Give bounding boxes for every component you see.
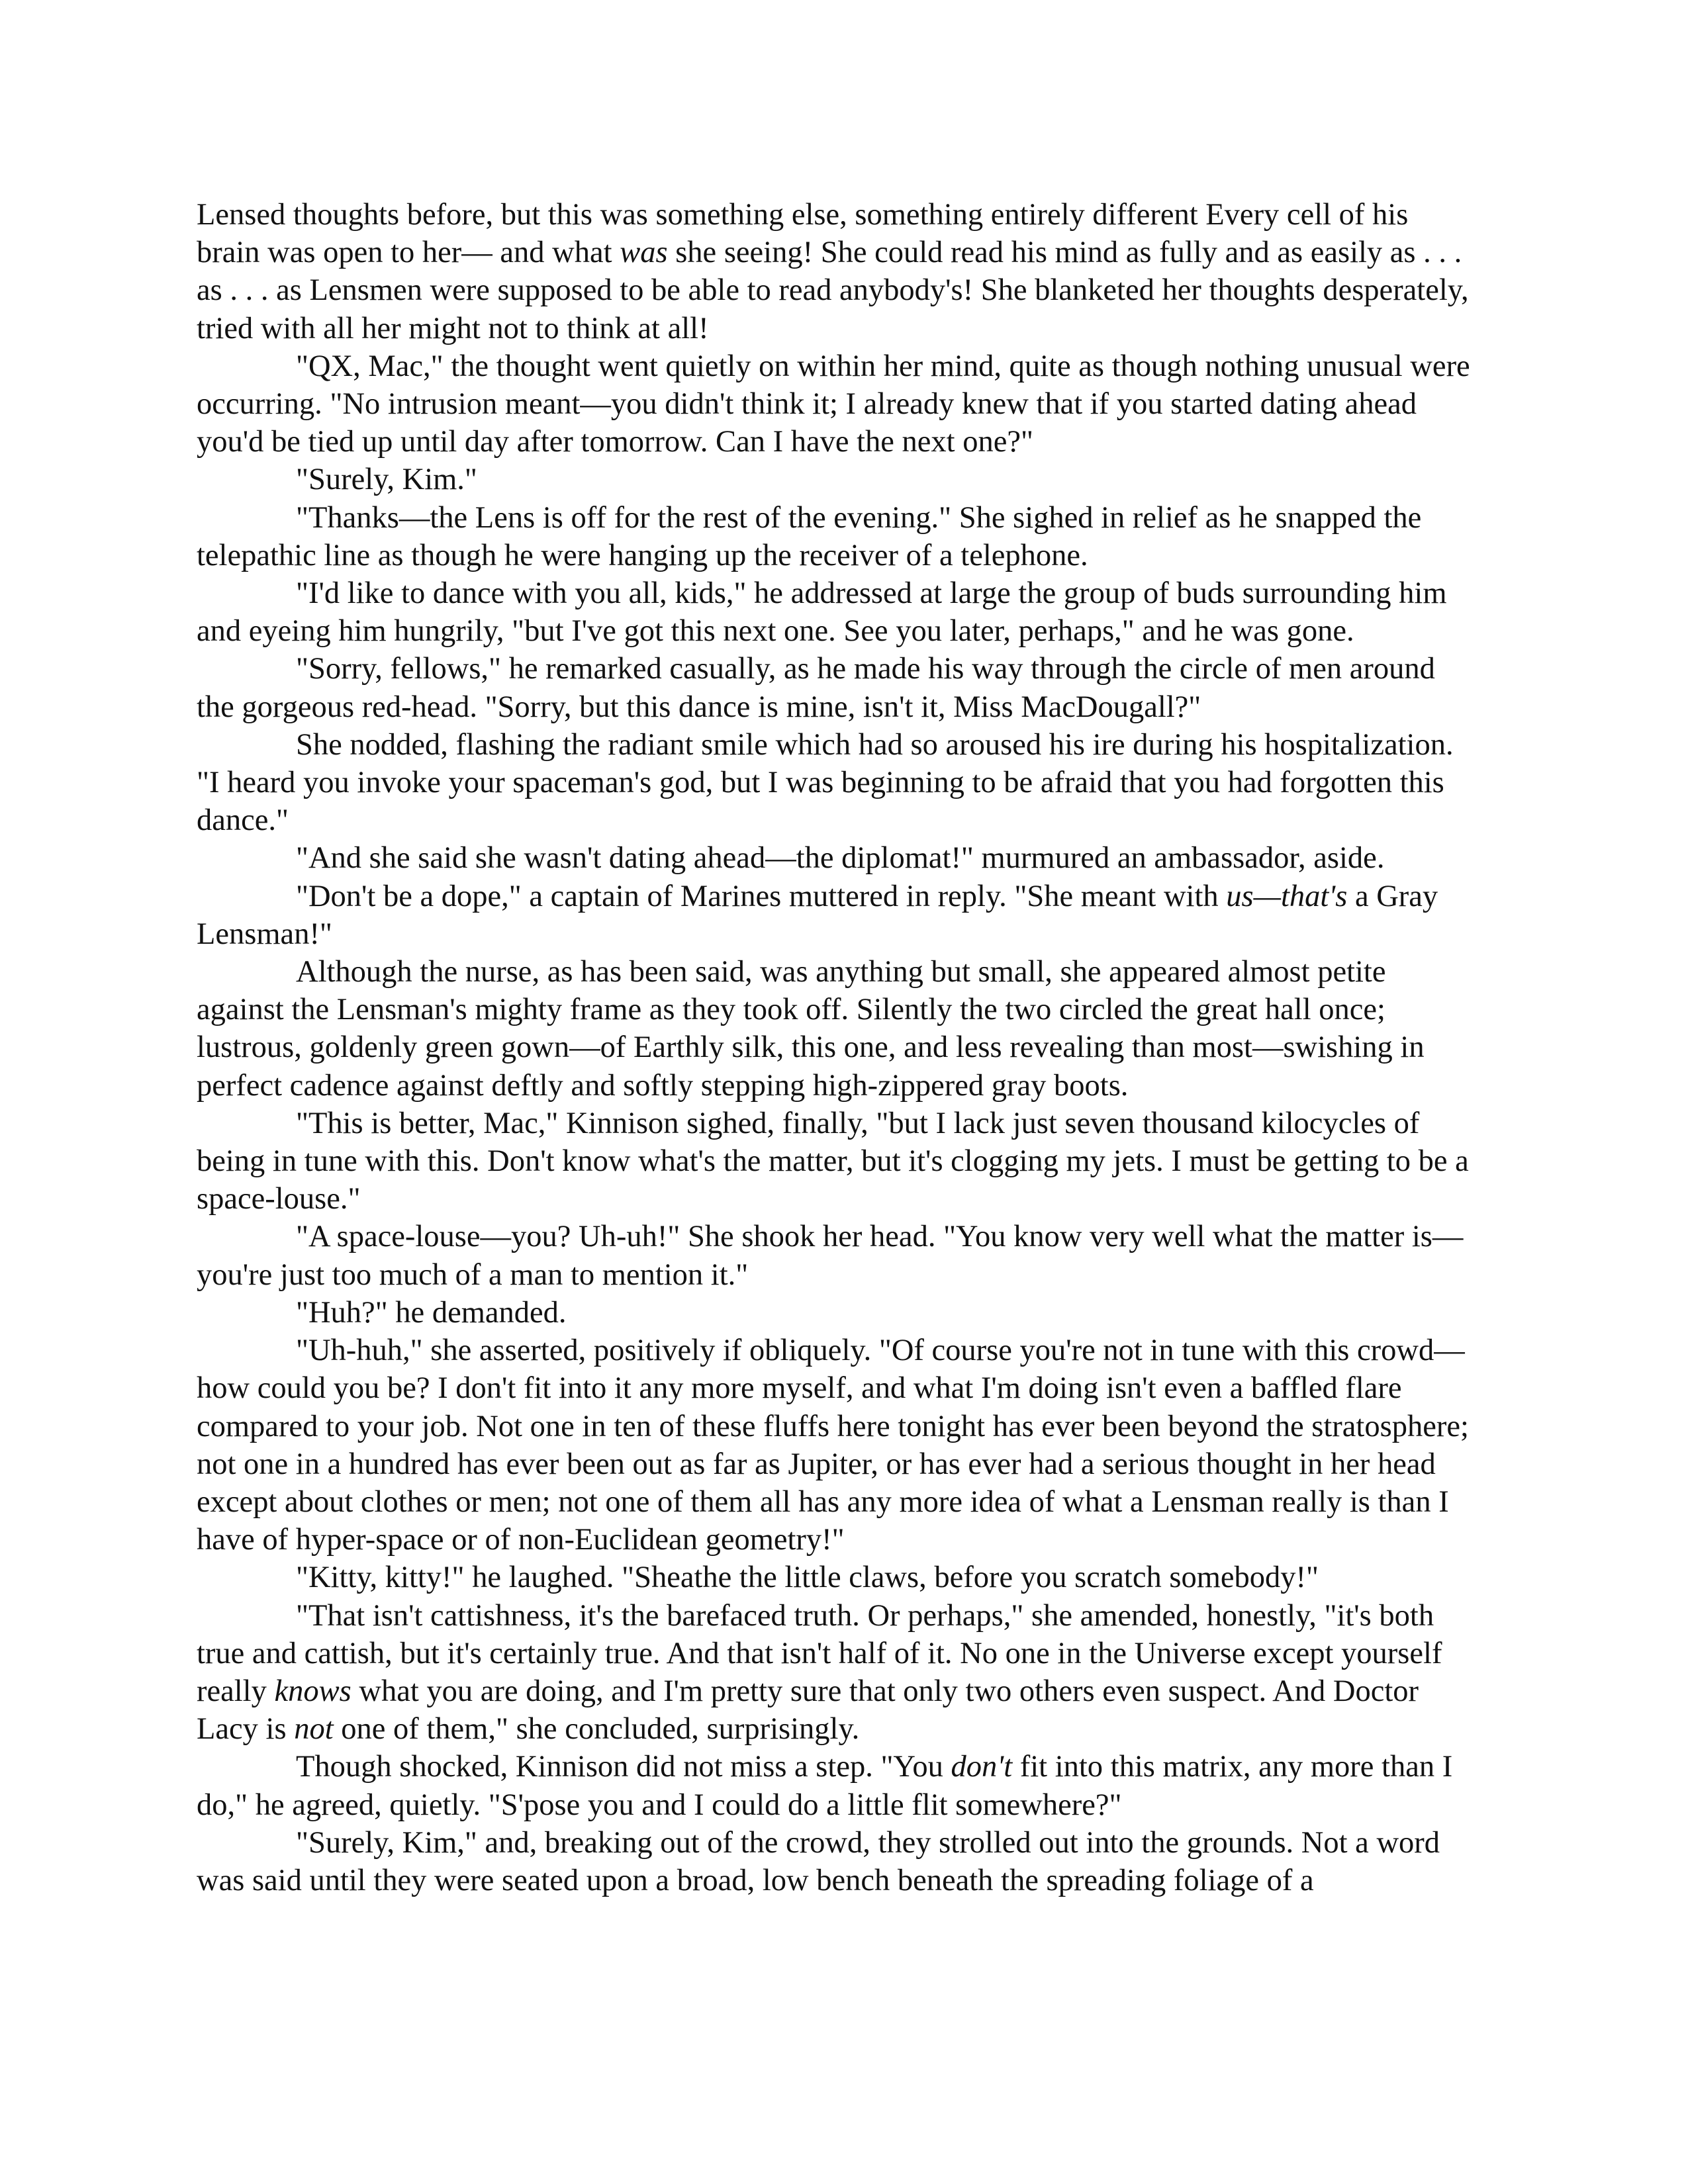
paragraph-text: "This is better, Mac," Kinnison sighed, finally, "but I lack just seven thousand kilocycles of being in tune with this. Don't know what's the matter, but it's clogging my jets. I must be getting to be a space-louse." (197, 1106, 1469, 1216)
paragraph (197, 1105, 1474, 1218)
paragraph (197, 878, 1474, 953)
paragraph-text: she seeing! She could read his mind as fully and as easily as . . . as . . . as Lensmen were supposed to be able to read anybody's! She blanketed her thoughts desperately, tried with all her might not to think at all! (197, 236, 1469, 345)
paragraph (197, 650, 1474, 725)
paragraph-text: Although the nurse, as has been said, was anything but small, she appeared almost petite against the Lensman's mighty frame as they took off. Silently the two circled the great hall once; lustrous, goldenly green gown—of Earthly silk, this one, and less revealing than most—swishing in perfect cadence against deftly and softly stepping high-zippered gray boots. (197, 955, 1425, 1103)
paragraph-text: "A space-louse—you? Uh-uh!" She shook her head. "You know very well what the matter is—you're just too much of a man to mention it." (197, 1220, 1464, 1292)
italic-text: was (620, 236, 668, 270)
paragraph (197, 1748, 1474, 1823)
paragraph (197, 1559, 1474, 1596)
paragraph-text: "QX, Mac," the thought went quietly on within her mind, quite as though nothing unusual were occurring. "No intrusion meant—you didn't think it; I already knew that if you started dating ahead you'd be tied up until day after tomorrow. Can I have the next one?" (197, 349, 1470, 459)
paragraph-text: She nodded, flashing the radiant smile which had so aroused his ire during his hospitalization. "I heard you invoke your spaceman's god, but I was beginning to be afraid that you had forgotten this dance." (197, 727, 1454, 838)
paragraph (197, 574, 1474, 650)
paragraph-text: fit into this matrix, any more than I do," he agreed, quietly. "S'pose you and I could do a little flit somewhere?" (197, 1750, 1453, 1822)
paragraph (197, 1332, 1474, 1559)
paragraph (197, 196, 1474, 347)
paragraph (197, 726, 1474, 840)
paragraph-text: "Thanks—the Lens is off for the rest of the evening." She sighed in relief as he snapped the telepathic line as though he were hanging up the receiver of a telephone. (197, 500, 1422, 572)
paragraph-text: a Gray Lensman!" (197, 879, 1438, 951)
paragraph (197, 1294, 1474, 1332)
paragraph-text: "Surely, Kim." (296, 463, 477, 497)
paragraph (197, 1218, 1474, 1293)
paragraph-text: "Sorry, fellows," he remarked casually, as he made his way through the circle of men around the gorgeous red-head. "Sorry, but this dance is mine, isn't it, Miss MacDougall?" (197, 652, 1435, 724)
paragraph (197, 1597, 1474, 1749)
paragraph-text: "Huh?" he demanded. (296, 1295, 567, 1330)
italic-text: us—that's (1226, 879, 1348, 913)
paragraph-text: "And she said she wasn't dating ahead—the diplomat!" murmured an ambassador, aside. (296, 841, 1385, 876)
paragraph-text: "Kitty, kitty!" he laughed. "Sheathe the little claws, before you scratch somebody!" (296, 1561, 1319, 1595)
paragraph-text: "Don't be a dope," a captain of Marines muttered in reply. "She meant with (296, 879, 1227, 913)
paragraph-text: "Uh-huh," she asserted, positively if obliquely. "Of course you're not in tune with this crowd—how could you be? I don't fit into it any more myself, and what I'm doing isn't even a baffled flare compared to your job. Not one in ten of these fluffs here tonight has ever been beyond the stratosphere; not one in a hundred has ever been out as far as Jupiter, or has ever had a serious thought in her head except about clothes or men; not one of them all has any more idea of what a Lensman really is than I have of hyper-space or of non-Euclidean geometry!" (197, 1334, 1469, 1557)
document-page (197, 196, 1474, 1899)
italic-text: not (294, 1712, 334, 1747)
paragraph-text: what you are doing, and I'm pretty sure that only two others even suspect. And Doctor Lacy is (197, 1674, 1419, 1747)
paragraph (197, 839, 1474, 877)
paragraph-text: Lensed thoughts before, but this was something else, something entirely different Every cell of his brain was open to her— and what (197, 198, 1409, 270)
paragraph (197, 953, 1474, 1105)
italic-text: knows (274, 1674, 352, 1708)
italic-text: don't (951, 1750, 1013, 1784)
paragraph-text: "I'd like to dance with you all, kids," he addressed at large the group of buds surrounding him and eyeing him hungrily, "but I've got this next one. See you later, perhaps," and he was gone. (197, 576, 1447, 649)
paragraph-text: "Surely, Kim," and, breaking out of the crowd, they strolled out into the grounds. Not a word was said until they were seated upon a broad, low bench beneath the spreading foliage of a (197, 1825, 1440, 1897)
paragraph (197, 461, 1474, 498)
paragraph-text: one of them," she concluded, surprisingly. (333, 1712, 860, 1747)
paragraph-text: "That isn't cattishness, it's the barefaced truth. Or perhaps," she amended, honestly, "it's both true and cattish, but it's certainly true. And that isn't half of it. No one in the Universe except yourself really (197, 1598, 1442, 1708)
paragraph (197, 1824, 1474, 1899)
paragraph-text: Though shocked, Kinnison did not miss a step. "You (296, 1750, 951, 1784)
paragraph (197, 347, 1474, 461)
paragraph (197, 499, 1474, 574)
